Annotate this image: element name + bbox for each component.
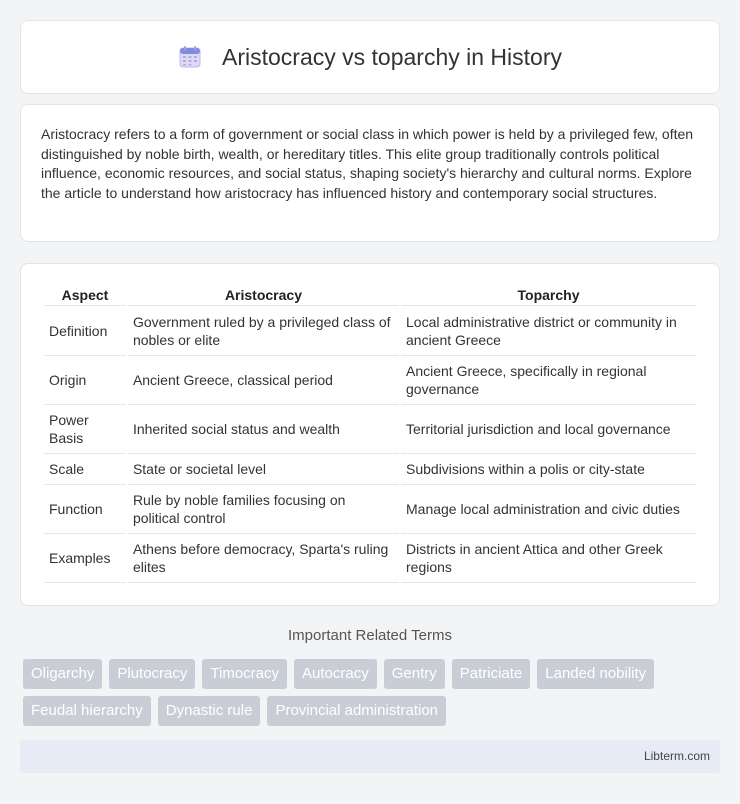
cell-aristocracy: State or societal level <box>128 454 399 485</box>
cell-toparchy: Territorial jurisdiction and local governance <box>401 405 696 454</box>
footer-site-link[interactable]: Libterm.com <box>643 749 710 763</box>
comparison-table <box>42 284 698 583</box>
tag-dynastic-rule[interactable]: Dynastic rule <box>158 696 261 726</box>
cell-aspect: Examples <box>44 534 126 583</box>
table-header-row <box>44 284 696 306</box>
cell-toparchy: Manage local administration and civic duties <box>401 485 696 534</box>
header-aspect: Aspect <box>44 284 126 306</box>
header <box>178 44 562 71</box>
table-row <box>44 356 696 405</box>
intro-text: Aristocracy refers to a form of government or social class in which power is held by a privileged few, often distinguished by noble birth, wealth, or hereditary titles. This elite group traditionally controls political influence, economic resources, and social status, shaping society's hierarchy and cultural norms. Explore the article to understand how aristocracy has influenced history and contemporary social structures. <box>41 126 694 201</box>
header-aristocracy: Aristocracy <box>128 284 399 306</box>
related-terms-list <box>23 659 723 726</box>
footer <box>20 740 720 773</box>
table-row <box>44 306 696 356</box>
header-card <box>20 20 720 94</box>
cell-aspect: Function <box>44 485 126 534</box>
table-row <box>44 485 696 534</box>
cell-aristocracy: Inherited social status and wealth <box>128 405 399 454</box>
related-terms-title: Important Related Terms <box>288 627 452 644</box>
cell-aspect: Origin <box>44 356 126 405</box>
intro-card <box>20 104 720 242</box>
cell-aspect: Power Basis <box>44 405 126 454</box>
tag-timocracy[interactable]: Timocracy <box>202 659 287 689</box>
tag-patriciate[interactable]: Patriciate <box>452 659 531 689</box>
table-row <box>44 534 696 583</box>
table-row <box>44 405 696 454</box>
tag-plutocracy[interactable]: Plutocracy <box>109 659 195 689</box>
header-toparchy: Toparchy <box>401 284 696 306</box>
tag-landed-nobility[interactable]: Landed nobility <box>537 659 654 689</box>
tag-provincial-administration[interactable]: Provincial administration <box>267 696 446 726</box>
cell-toparchy: Subdivisions within a polis or city-state <box>401 454 696 485</box>
cell-toparchy: Districts in ancient Attica and other Greek regions <box>401 534 696 583</box>
table-row <box>44 454 696 485</box>
cell-aspect: Definition <box>44 306 126 356</box>
cell-toparchy: Local administrative district or community in ancient Greece <box>401 306 696 356</box>
cell-aristocracy: Government ruled by a privileged class of nobles or elite <box>128 306 399 356</box>
cell-aristocracy: Athens before democracy, Sparta's ruling elites <box>128 534 399 583</box>
calendar-icon <box>178 45 202 69</box>
tag-autocracy[interactable]: Autocracy <box>294 659 377 689</box>
cell-aspect: Scale <box>44 454 126 485</box>
tag-oligarchy[interactable]: Oligarchy <box>23 659 102 689</box>
tag-gentry[interactable]: Gentry <box>384 659 445 689</box>
cell-aristocracy: Ancient Greece, classical period <box>128 356 399 405</box>
tag-feudal-hierarchy[interactable]: Feudal hierarchy <box>23 696 151 726</box>
page-title: Aristocracy vs toparchy in History <box>222 43 562 70</box>
cell-aristocracy: Rule by noble families focusing on political control <box>128 485 399 534</box>
cell-toparchy: Ancient Greece, specifically in regional governance <box>401 356 696 405</box>
comparison-card <box>20 263 720 606</box>
